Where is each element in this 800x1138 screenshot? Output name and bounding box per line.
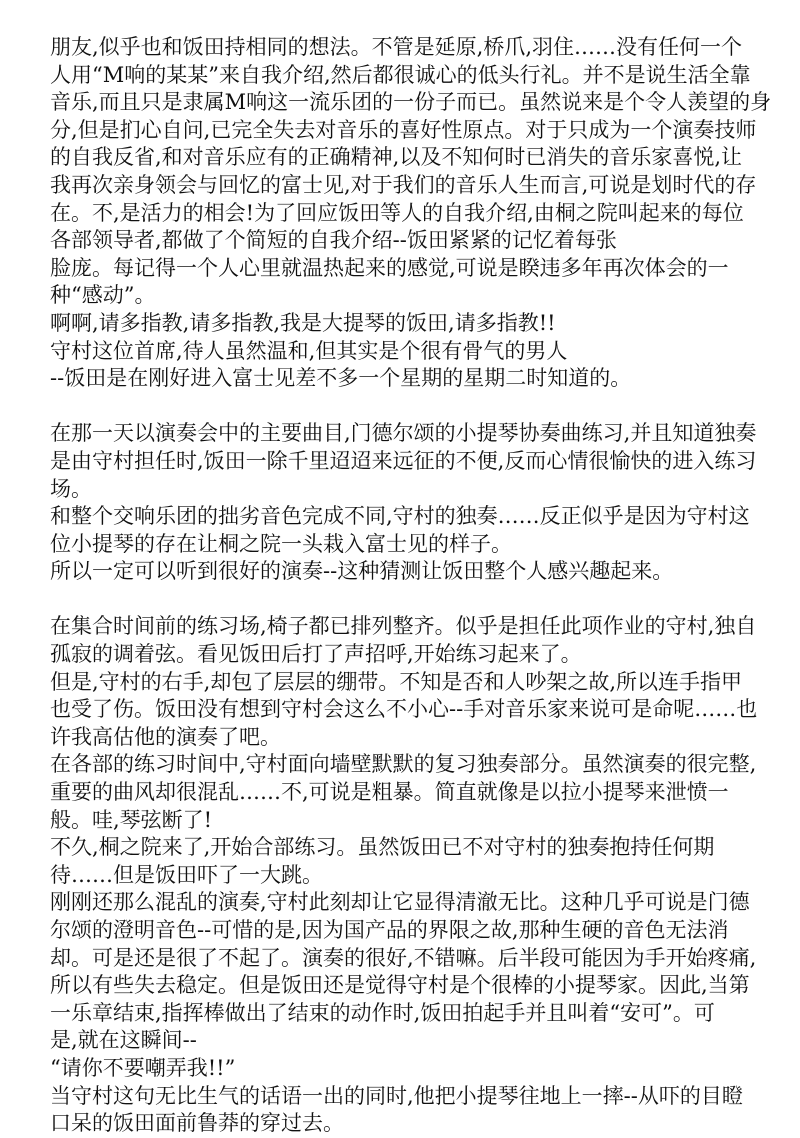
text-line: 却。可是还是很了不起了。演奏的很好,不错嘛。后半段可能因为手开始疼痛, [50,945,757,970]
text-line: 重要的曲风却很混乱……不,可说是粗暴。简直就像是以拉小提琴来泄愤一 [50,780,729,805]
text-line: 待……但是饭田吓了一大跳。 [50,862,323,887]
text-line: 我再次亲身领会与回忆的富士见,对于我们的音乐人生而言,可说是划时代的存 [50,172,757,197]
text-line: 朋友,似乎也和饭田持相同的想法。不管是延原,桥爪,羽住……没有任何一个 [50,35,743,59]
text-line: 守村这位首席,待人虽然温和,但其实是个很有骨气的男人 [50,338,568,363]
text-line: 脸庞。每记得一个人心里就温热起来的感觉,可说是睽违多年再次体会的一 [50,255,729,280]
text-line: 的自我反省,和对音乐应有的正确精神,以及不知何时已消失的音乐家喜悦,让 [50,145,743,170]
text-line: 人用“M响的某某”来自我介绍,然后都很诚心的低头行礼。并不是说生活全靠 [50,62,751,87]
text-line: 孤寂的调着弦。看见饭田后打了声招呼,开始练习起来了。 [50,642,582,667]
text-line: 在集合时间前的练习场,椅子都已排列整齐。似乎是担任此项作业的守村,独自 [50,614,757,639]
text-line: “请你不要嘲弄我!!” [50,1055,236,1080]
text-line: 音乐,而且只是隶属M响这一流乐团的一份子而已。虽然说来是个令人羡望的身 [50,90,772,115]
text-line: 也受了伤。饭田没有想到守村会这么不小心--手对音乐家来说可是命呢……也 [50,697,758,722]
text-line: 口呆的饭田面前鲁莽的穿过去。 [50,1111,344,1136]
text-line: 啊啊,请多指教,请多指教,我是大提琴的饭田,请多指教!! [50,310,556,335]
document-body [50,34,785,1138]
text-line: 是,就在这瞬间-- [50,1028,197,1053]
text-line: 是由守村担任时,饭田一除千里迢迢来远征的不便,反而心情很愉快的进入练习 [50,448,757,473]
text-line: 但是,守村的右手,却包了层层的绷带。不知是否和人吵架之故,所以连手指甲 [50,669,743,694]
text-line: 在各部的练习时间中,守村面向墙壁默默的复习独奏部分。虽然演奏的很完整, [50,752,757,777]
text-line: 许我高估他的演奏了吧。 [50,724,281,749]
paragraph-gap [50,586,785,614]
text-line: 位小提琴的存在让桐之院一头栽入富士见的样子。 [50,531,512,556]
text-line: 分,但是扪心自问,已完全失去对音乐的喜好性原点。对于只成为一个演奏技师 [50,117,757,142]
text-line: 般。哇,琴弦断了! [50,807,213,832]
text-line: 在。不,是活力的相会!为了回应饭田等人的自我介绍,由桐之院叫起来的每位 [50,200,744,225]
text-line: 场。 [50,476,92,501]
text-line: 各部领导者,都做了个简短的自我介绍--饭田紧紧的记忆着每张 [50,228,617,253]
text-line: 种“感动”。 [50,283,156,308]
text-line: 尔颂的澄明音色--可惜的是,因为国产品的界限之故,那种生硬的音色无法消 [50,918,729,942]
text-line: 一乐章结束,指挥棒做出了结束的动作时,饭田拍起手并且叫着“安可”。可 [50,1000,715,1025]
text-line: 所以一定可以听到很好的演奏--这种猜测让饭田整个人感兴趣起来。 [50,559,674,584]
text-line: 所以有些失去稳定。但是饭田还是觉得守村是个很棒的小提琴家。因此,当第 [50,973,750,998]
text-line: 不久,桐之院来了,开始合部练习。虽然饭田已不对守村的独奏抱持任何期 [50,835,715,860]
text-line: --饭田是在刚好进入富士见差不多一个星期的星期二时知道的。 [50,366,632,391]
text-line: 刚刚还那么混乱的演奏,守村此刻却让它显得清澈无比。这种几乎可说是门德 [50,890,750,915]
text-line: 在那一天以演奏会中的主要曲目,门德尔颂的小提琴协奏曲练习,并且知道独奏 [50,421,757,446]
paragraph-gap [50,393,785,421]
text-line: 当守村这句无比生气的话语一出的同时,他把小提琴往地上一摔--从吓的目瞪 [50,1083,743,1108]
text-line: 和整个交响乐团的拙劣音色完成不同,守村的独奏……反正似乎是因为守村这 [50,504,750,529]
